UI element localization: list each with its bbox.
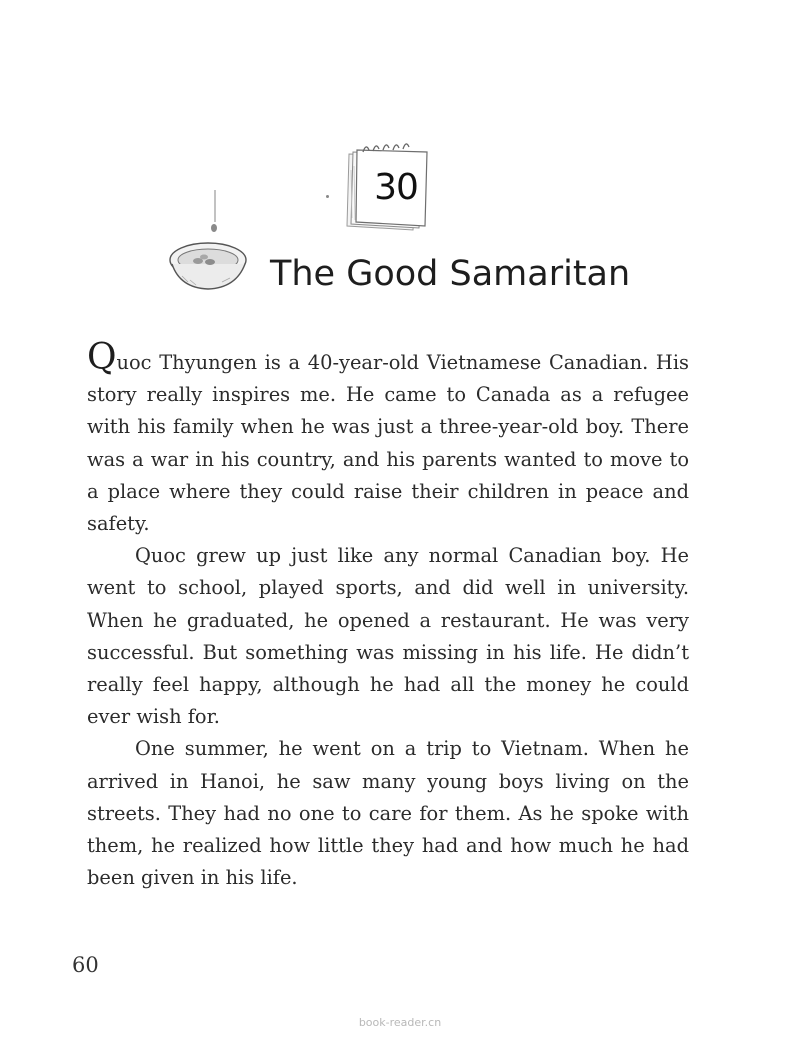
- drop-cap-letter: Q: [87, 337, 117, 378]
- story-paragraph: [87, 337, 689, 540]
- chapter-title: The Good Samaritan: [270, 254, 631, 294]
- watermark: book-reader.cn: [358, 1016, 442, 1029]
- story-paragraph: One summer, he went on a trip to Vietnam. When he arrived in Hanoi, he saw many young boys living on the streets. They had no one to care for them. As he spoke with them, he realized how little they had and how much he had been given in his life.: [87, 737, 689, 890]
- chapter-number: 30: [374, 167, 418, 208]
- page-number: 60: [72, 953, 99, 977]
- paragraph-1-text: uoc Thyungen is a 40-year-old Vietnamese Canadian. His story really inspires me. He came to Canada as a refugee with his family when he was just a three-year-old boy. There was a war in his country, and his parents wanted to move to a place where they could raise their children in peace and safety.: [87, 351, 689, 536]
- decorative-dot: [326, 195, 329, 198]
- story-text: [87, 337, 689, 894]
- story-paragraph: Quoc grew up just like any normal Canadian boy. He went to school, played sports, and did well in university. When he graduated, he opened a restaurant. He was very successful. But something was missing in his life. He didn’t really feel happy, although he had all the money he could ever wish for.: [87, 544, 689, 729]
- bowl-icon: [166, 190, 256, 300]
- calendar-icon: [343, 140, 429, 232]
